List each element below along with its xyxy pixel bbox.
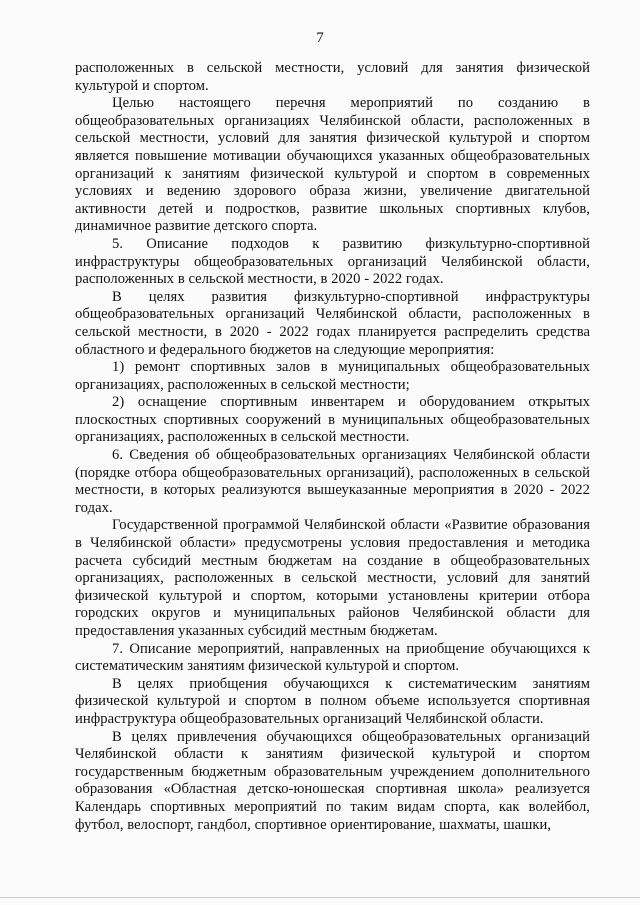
paragraph-infrastructure: В целях приобщения обучающихся к систематическим занятиям физической культурой и спортом в полном объеме используется спортивная инфраструктура общеобразовательных организаций Челябинской области. bbox=[75, 675, 590, 727]
paragraph-goal: Целью настоящего перечня мероприятий по созданию в общеобразовательных организациях Челябинской области, расположенных в сельской местности, условий для занятия физической культурой и спортом является повышение мотивации обучающихся указанных общеобразовательных организаций к занятиям физической культурой и спортом в современных условиях и ведению здорового образа жизни, увеличение двигательной активности детей и подростков, развитие школьных спортивных клубов, динамичное развитие детского спорта. bbox=[75, 95, 590, 235]
section-5-heading: 5. Описание подходов к развитию физкультурно-спортивной инфраструктуры общеобразовательных организаций Челябинской области, расположенных в сельской местности, в 2020 - 2022 годах. bbox=[75, 235, 590, 288]
paragraph-state-program: Государственной программой Челябинской области «Развитие образования в Челябинской области» предусмотрены условия предоставления и методика расчета субсидий местным бюджетам на создание в общеобразовательных организациях, расположенных в сельской местности, условий для занятий физической культурой и спортом, которыми установлены критерии отбора городских округов и муниципальных районов Челябинской области для предоставления указанных субсидий местным бюджетам. bbox=[75, 517, 590, 639]
paragraph-sports-calendar: В целях привлечения обучающихся общеобразовательных организаций Челябинской области к занятиям физической культурой и спортом государственным бюджетным образовательным учреждением дополнительного образования «Областная детско-юношеская спортивная школа» реализуется Календарь спортивных мероприятий по таким видам спорта, как волейбол, футбол, велоспорт, гандбол, спортивное ориентирование, шахматы, шашки, bbox=[75, 728, 590, 833]
section-7-heading: 7. Описание мероприятий, направленных на приобщение обучающихся к систематическим занятиям физической культурой и спортом. bbox=[75, 640, 590, 675]
page-number: 7 bbox=[316, 30, 324, 46]
list-item-1: 1) ремонт спортивных залов в муниципальных общеобразовательных организациях, расположенных в сельской местности; bbox=[75, 359, 590, 393]
paragraph-development-plan: В целях развития физкультурно-спортивной инфраструктуры общеобразовательных организаций Челябинской области, расположенных в сельской местности, в 2020 - 2022 годах планируется распределить средства областного и федерального бюджетов на следующие мероприятия: bbox=[75, 288, 590, 358]
paragraph-continuation: расположенных в сельской местности, условий для занятия физической культурой и спортом. bbox=[75, 60, 590, 94]
document-body bbox=[75, 60, 590, 834]
section-6-heading: 6. Сведения об общеобразовательных организациях Челябинской области (порядке отбора общеобразовательных организаций), расположенных в сельской местности, в которых реализуются вышеуказанные мероприятия в 2020 - 2022 годах. bbox=[75, 447, 590, 516]
page-bottom-edge bbox=[0, 897, 640, 898]
list-item-2: 2) оснащение спортивным инвентарем и оборудованием открытых плоскостных спортивных сооружений в муниципальных общеобразовательных организациях, расположенных в сельской местности. bbox=[75, 394, 590, 446]
